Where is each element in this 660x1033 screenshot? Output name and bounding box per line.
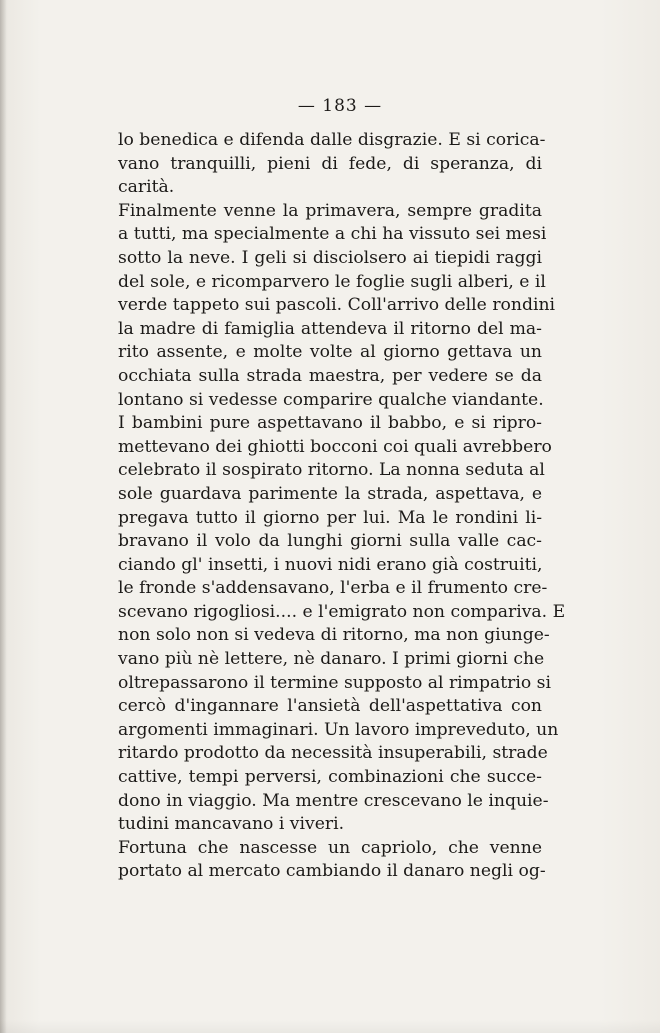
text-line: argomenti immaginari. Un lavoro impreveduto, un <box>118 719 559 740</box>
text-line: sole guardava parimente la strada, aspettava, e <box>118 483 542 504</box>
text-line: le fronde s'addensavano, l'erba e il frumento cre- <box>118 578 548 599</box>
text-line: pregava tutto il giorno per lui. Ma le rondini li- <box>118 507 542 528</box>
text-line: cercò d'ingannare l'ansietà dell'aspettativa con <box>118 696 542 717</box>
text-line: dono in viaggio. Ma mentre crescevano le inquie- <box>118 790 549 811</box>
text-line: vano tranquilli, pieni di fede, di speranza, di <box>118 153 542 174</box>
text-line: bravano il volo da lunghi giorni sulla valle cac- <box>118 531 542 552</box>
text-line: celebrato il sospirato ritorno. La nonna seduta al <box>118 460 545 481</box>
text-line: tudini mancavano i viveri. <box>118 814 345 835</box>
page-number: — 183 — <box>297 96 383 116</box>
text-line: carità. <box>118 177 175 198</box>
text-line: a tutti, ma specialmente a chi ha vissuto sei mesi <box>118 224 547 245</box>
text-line: I bambini pure aspettavano il babbo, e si ripro- <box>118 413 542 434</box>
text-line: rito assente, e molte volte al giorno gettava un <box>118 342 542 363</box>
text-line: vano più nè lettere, nè danaro. I primi giorni che <box>118 649 545 670</box>
text-line: scevano rigogliosi.... e l'emigrato non compariva. E <box>118 601 566 622</box>
text-line: lontano si vedesse comparire qualche viandante. <box>118 389 544 410</box>
text-line: ritardo prodotto da necessità insuperabili, strade <box>118 743 548 764</box>
body-text <box>118 129 566 884</box>
text-line: la madre di famiglia attendeva il ritorno del ma- <box>118 318 542 339</box>
text-line: verde tappeto sui pascoli. Coll'arrivo delle rondini <box>118 295 556 316</box>
text-line: lo benedica e difenda dalle disgrazie. E si corica- <box>118 130 546 150</box>
text-line: sotto la neve. I geli si disciolsero ai tiepidi raggi <box>118 247 542 268</box>
text-line: non solo non si vedeva di ritorno, ma non giunge- <box>118 625 550 646</box>
paragraph-start-line: Finalmente venne la primavera, sempre gradita <box>118 200 542 221</box>
text-line: occhiata sulla strada maestra, per vedere se da <box>118 365 542 386</box>
text-line: oltrepassarono il termine supposto al rimpatrio si <box>118 672 551 693</box>
text-line: cattive, tempi perversi, combinazioni che succe- <box>118 767 542 788</box>
text-line: mettevano dei ghiotti bocconi coi quali avrebbero <box>118 436 552 457</box>
page-binding-edge <box>0 0 6 1033</box>
paragraph-start-line: Fortuna che nascesse un capriolo, che venne <box>118 837 542 858</box>
text-line: portato al mercato cambiando il danaro negli og- <box>118 861 546 882</box>
page-bottom-shade <box>0 1020 660 1033</box>
text-line: ciando gl' insetti, i nuovi nidi erano già costruiti, <box>118 554 543 575</box>
text-line: del sole, e ricomparvero le foglie sugli alberi, e il <box>118 271 546 292</box>
